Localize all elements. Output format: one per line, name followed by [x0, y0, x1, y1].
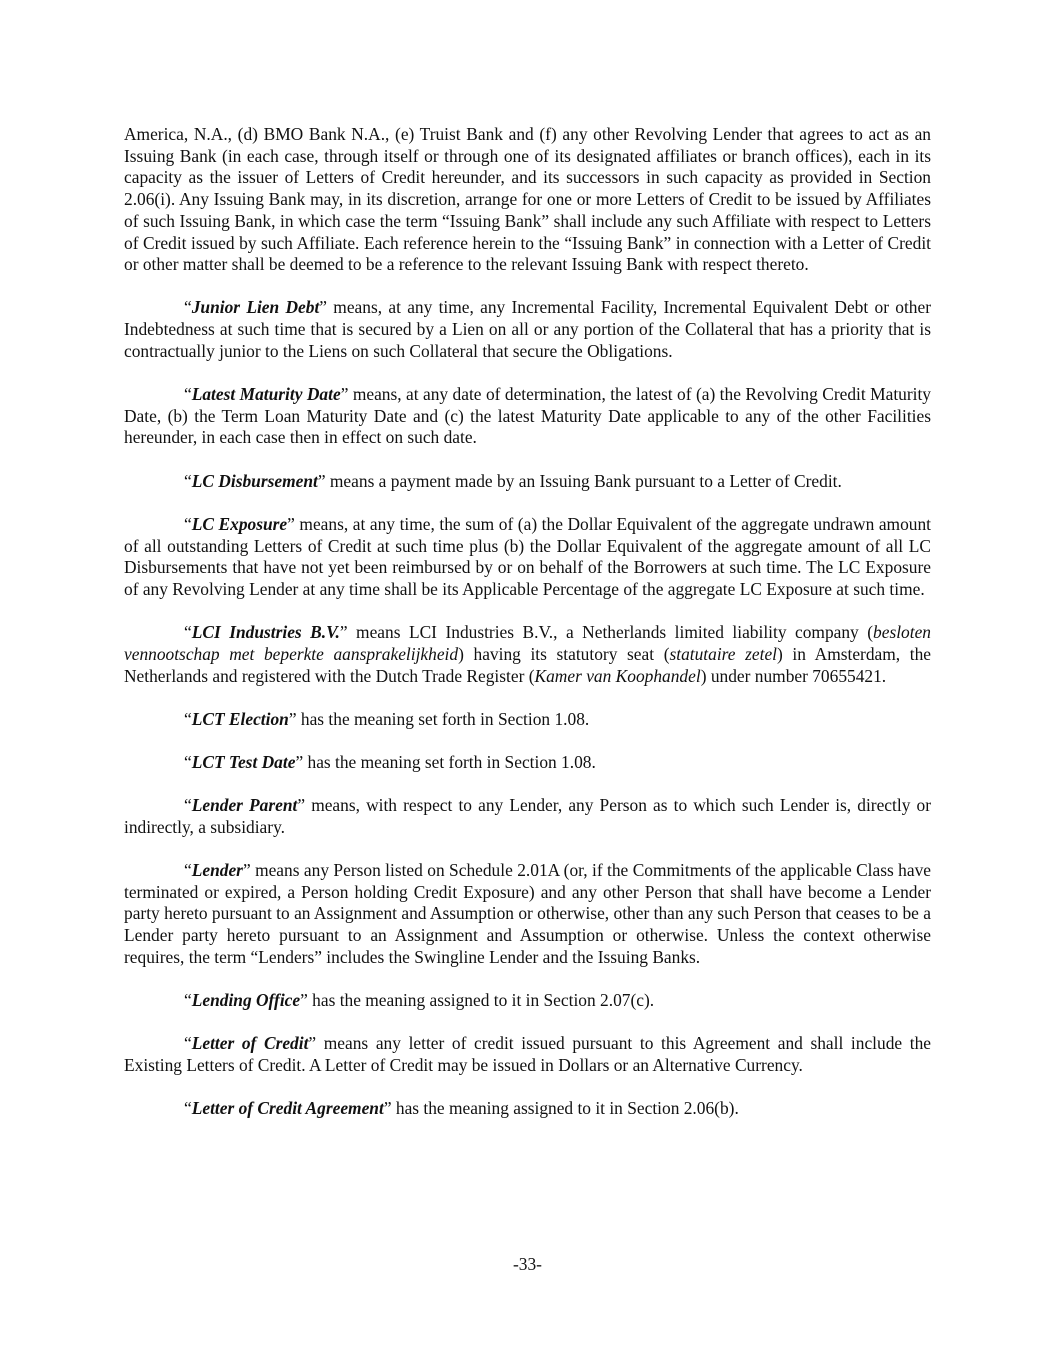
text-run: ” has the meaning assigned to it in Section 2.07(c). [300, 990, 655, 1011]
text-run: America, N.A., (d) BMO Bank N.A., (e) Truist Bank and (f) any other Revolving Lender that agrees to act as an Issuing Bank (in each case, through itself or through one of its designated affiliates or branch offices), each in its capacity as the issuer of Letters of Credit hereunder, and its successors in such capacity as provided in Section 2.06(i). Any Issuing Bank may, in its discretion, arrange for one or more Letters of Credit to be issued by Affiliates of such Issuing Bank, in which case the term “Issuing Bank” shall include any such Affiliate with respect to Letters of Credit issued by such Affiliate. Each reference herein to the “Issuing Bank” in connection with a Letter of Credit or other matter shall be deemed to be a reference to the relevant Issuing Bank with respect thereto. [124, 124, 931, 275]
definition-paragraph [124, 471, 931, 493]
italic-text: statutaire zetel [669, 643, 778, 664]
text-run: ” means, with respect to any Lender, any Person as to which such Lender is, directly or indirectly, a subsidiary. [124, 795, 931, 837]
defined-term: Letter of Credit [191, 1033, 309, 1054]
text-run: ) under number 70655421. [700, 665, 887, 686]
defined-term: Lender [191, 860, 243, 881]
document-body [124, 124, 931, 1141]
definition-paragraph [124, 622, 931, 687]
continued-paragraph [124, 124, 931, 276]
definition-paragraph [124, 384, 931, 449]
definition-paragraph [124, 752, 931, 774]
text-run: ) in Amsterdam, the Netherlands and registered with the Dutch Trade Register ( [124, 643, 931, 686]
text-run: “ [184, 470, 192, 491]
defined-term: LC Disbursement [191, 470, 318, 491]
text-run: “ [184, 795, 192, 816]
text-run: “ [184, 1033, 192, 1054]
text-run: “ [184, 708, 192, 729]
text-run: ” has the meaning assigned to it in Section 2.06(b). [383, 1098, 739, 1119]
definition-paragraph [124, 860, 931, 969]
defined-term: LC Exposure [191, 513, 288, 534]
text-run: ” means any Person listed on Schedule 2.01A (or, if the Commitments of the applicable Class have terminated or expired, a Person holding Credit Exposure) and any other Person that shall have become a Lender party hereto pursuant to an Assignment and Assumption or otherwise, other than any such Person that ceases to be a Lender party hereto pursuant to an Assignment and Assumption or otherwise. Unless the context otherwise requires, the term “Lenders” includes the Swingline Lender and the Issuing Banks. [124, 860, 931, 967]
text-run: ” has the meaning set forth in Section 1.08. [288, 708, 590, 729]
defined-term: LCI Industries B.V. [191, 622, 340, 643]
text-run: ” means, at any date of determination, the latest of (a) the Revolving Credit Maturity Date, (b) the Term Loan Maturity Date and (c) the latest Maturity Date applicable to any of the other Facilities hereunder, in each case then in effect on such date. [124, 384, 932, 448]
page-number: -33- [513, 1254, 542, 1274]
definition-paragraph [124, 990, 931, 1012]
defined-term: Lending Office [191, 990, 301, 1011]
text-run: “ [184, 751, 192, 772]
definition-paragraph [124, 514, 931, 601]
defined-term: Letter of Credit Agreement [191, 1098, 384, 1119]
text-run: ” means, at any time, any Incremental Facility, Incremental Equivalent Debt or other Indebtedness at such time that is secured by a Lien on all or any portion of the Collateral that has a priority that is contractually junior to the Liens on such Collateral that secure the Obligations. [124, 297, 931, 361]
italic-text: besloten vennootschap met beperkte aansprakelijkheid [124, 622, 931, 664]
text-run: “ [184, 1098, 192, 1119]
defined-term: Junior Lien Debt [191, 297, 320, 318]
text-run: ) having its statutory seat ( [458, 643, 670, 664]
text-run: “ [184, 860, 192, 881]
text-run: “ [184, 384, 192, 405]
defined-term: Lender Parent [191, 795, 298, 816]
text-run: ” means, at any time, the sum of (a) the Dollar Equivalent of the aggregate undrawn amount of all outstanding Letters of Credit at such time plus (b) the Dollar Equivalent of the aggregate amount of all LC Disbursements that have not yet been reimbursed by or on behalf of the Borrowers at such time. The LC Exposure of any Revolving Lender at any time shall be its Applicable Percentage of the aggregate LC Exposure at such time. [124, 513, 931, 599]
text-run: “ [184, 990, 192, 1011]
text-run: ” means any letter of credit issued pursuant to this Agreement and shall include the Existing Letters of Credit. A Letter of Credit may be issued in Dollars or an Alternative Currency. [124, 1033, 931, 1075]
definition-paragraph [124, 1098, 931, 1120]
definition-paragraph [124, 1033, 931, 1076]
defined-term: LCT Test Date [191, 751, 296, 772]
text-run: “ [184, 297, 192, 318]
definition-paragraph [124, 297, 931, 362]
italic-text: Kamer van Koophandel [534, 665, 701, 686]
definition-paragraph [124, 795, 931, 838]
text-run: ” means LCI Industries B.V., a Netherlands limited liability company ( [339, 622, 874, 643]
definition-paragraph [124, 709, 931, 731]
text-run: ” has the meaning set forth in Section 1.08. [295, 751, 596, 772]
text-run: ” means a payment made by an Issuing Bank pursuant to a Letter of Credit. [317, 470, 842, 491]
defined-term: LCT Election [191, 708, 289, 729]
text-run: “ [184, 513, 192, 534]
text-run: “ [184, 622, 192, 643]
defined-term: Latest Maturity Date [191, 384, 341, 405]
